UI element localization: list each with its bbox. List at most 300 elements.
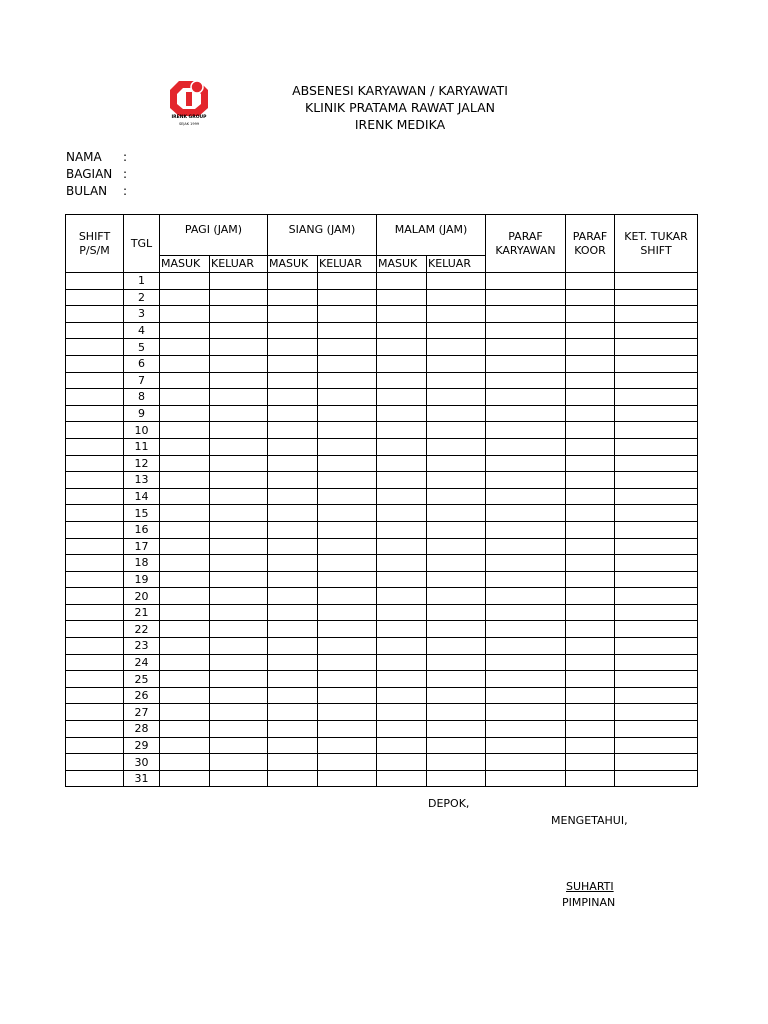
empty-cell (615, 405, 698, 422)
empty-cell (615, 654, 698, 671)
empty-cell (160, 737, 210, 754)
day-number: 12 (124, 455, 160, 472)
empty-cell (160, 638, 210, 655)
empty-cell (160, 455, 210, 472)
empty-cell (66, 455, 124, 472)
empty-cell (160, 621, 210, 638)
logo-text: IRENK GROUP (171, 115, 207, 120)
empty-cell (268, 638, 318, 655)
table-row (66, 472, 698, 489)
empty-cell (615, 273, 698, 290)
siang-keluar-header: KELUAR (318, 256, 377, 273)
empty-cell (160, 538, 210, 555)
empty-cell (486, 372, 566, 389)
empty-cell (66, 389, 124, 406)
day-number: 26 (124, 687, 160, 704)
empty-cell (210, 621, 268, 638)
bulan-colon: : (123, 184, 128, 198)
empty-cell (268, 555, 318, 572)
empty-cell (268, 339, 318, 356)
empty-cell (318, 721, 377, 738)
empty-cell (566, 571, 615, 588)
empty-cell (66, 405, 124, 422)
empty-cell (318, 588, 377, 605)
empty-cell (210, 455, 268, 472)
empty-cell (268, 355, 318, 372)
empty-cell (268, 754, 318, 771)
empty-cell (486, 621, 566, 638)
empty-cell (566, 372, 615, 389)
empty-cell (160, 687, 210, 704)
empty-cell (427, 322, 486, 339)
empty-cell (268, 521, 318, 538)
empty-cell (210, 289, 268, 306)
empty-cell (566, 273, 615, 290)
empty-cell (427, 438, 486, 455)
signer-role: PIMPINAN (562, 896, 616, 909)
empty-cell (268, 671, 318, 688)
empty-cell (427, 339, 486, 356)
empty-cell (427, 638, 486, 655)
empty-cell (377, 555, 427, 572)
empty-cell (268, 687, 318, 704)
empty-cell (210, 704, 268, 721)
table-row (66, 355, 698, 372)
malam-header: MALAM (JAM) (377, 215, 486, 256)
table-row (66, 372, 698, 389)
empty-cell (318, 455, 377, 472)
empty-cell (268, 273, 318, 290)
day-number: 28 (124, 721, 160, 738)
empty-cell (427, 654, 486, 671)
empty-cell (486, 770, 566, 787)
empty-cell (210, 372, 268, 389)
empty-cell (615, 704, 698, 721)
empty-cell (566, 505, 615, 522)
empty-cell (210, 355, 268, 372)
empty-cell (615, 289, 698, 306)
empty-cell (160, 488, 210, 505)
empty-cell (66, 521, 124, 538)
empty-cell (377, 488, 427, 505)
empty-cell (66, 687, 124, 704)
table-row (66, 654, 698, 671)
empty-cell (210, 339, 268, 356)
empty-cell (66, 671, 124, 688)
empty-cell (486, 704, 566, 721)
empty-cell (66, 306, 124, 323)
empty-cell (377, 687, 427, 704)
empty-cell (427, 621, 486, 638)
empty-cell (615, 422, 698, 439)
empty-cell (318, 289, 377, 306)
empty-cell (486, 306, 566, 323)
empty-cell (318, 405, 377, 422)
empty-cell (427, 355, 486, 372)
table-row (66, 671, 698, 688)
empty-cell (160, 588, 210, 605)
empty-cell (318, 571, 377, 588)
empty-cell (268, 604, 318, 621)
empty-cell (318, 355, 377, 372)
empty-cell (268, 488, 318, 505)
empty-cell (268, 770, 318, 787)
empty-cell (427, 372, 486, 389)
empty-cell (486, 604, 566, 621)
empty-cell (427, 422, 486, 439)
empty-cell (427, 488, 486, 505)
empty-cell (377, 389, 427, 406)
empty-cell (268, 621, 318, 638)
day-number: 30 (124, 754, 160, 771)
empty-cell (377, 405, 427, 422)
empty-cell (427, 455, 486, 472)
empty-cell (66, 555, 124, 572)
day-number: 21 (124, 604, 160, 621)
empty-cell (318, 538, 377, 555)
attendance-table (65, 214, 698, 787)
empty-cell (210, 306, 268, 323)
bagian-label: BAGIAN (66, 167, 113, 181)
empty-cell (160, 604, 210, 621)
empty-cell (268, 422, 318, 439)
siang-masuk-header: MASUK (268, 256, 318, 273)
empty-cell (210, 438, 268, 455)
empty-cell (377, 571, 427, 588)
table-row (66, 322, 698, 339)
empty-cell (66, 704, 124, 721)
empty-cell (486, 638, 566, 655)
day-number: 24 (124, 654, 160, 671)
empty-cell (268, 438, 318, 455)
empty-cell (160, 438, 210, 455)
empty-cell (615, 638, 698, 655)
mengetahui-label: MENGETAHUI, (551, 814, 628, 827)
empty-cell (427, 472, 486, 489)
empty-cell (486, 405, 566, 422)
empty-cell (210, 604, 268, 621)
empty-cell (318, 273, 377, 290)
empty-cell (486, 322, 566, 339)
table-row (66, 422, 698, 439)
empty-cell (615, 306, 698, 323)
empty-cell (268, 538, 318, 555)
empty-cell (318, 438, 377, 455)
day-number: 23 (124, 638, 160, 655)
empty-cell (566, 405, 615, 422)
siang-header: SIANG (JAM) (268, 215, 377, 256)
empty-cell (318, 505, 377, 522)
empty-cell (318, 687, 377, 704)
empty-cell (318, 472, 377, 489)
empty-cell (66, 339, 124, 356)
day-number: 1 (124, 273, 160, 290)
title-line-3: IRENK MEDIKA (354, 117, 446, 132)
empty-cell (615, 455, 698, 472)
empty-cell (210, 389, 268, 406)
empty-cell (66, 472, 124, 489)
empty-cell (566, 621, 615, 638)
day-number: 25 (124, 671, 160, 688)
empty-cell (486, 505, 566, 522)
table-row (66, 273, 698, 290)
empty-cell (427, 687, 486, 704)
empty-cell (377, 505, 427, 522)
empty-cell (486, 754, 566, 771)
empty-cell (318, 422, 377, 439)
empty-cell (210, 422, 268, 439)
empty-cell (160, 273, 210, 290)
empty-cell (486, 737, 566, 754)
table-row (66, 687, 698, 704)
empty-cell (566, 687, 615, 704)
empty-cell (427, 289, 486, 306)
empty-cell (566, 488, 615, 505)
empty-cell (210, 538, 268, 555)
table-row (66, 555, 698, 572)
title-line-2: KLINIK PRATAMA RAWAT JALAN (305, 100, 495, 115)
empty-cell (486, 555, 566, 572)
empty-cell (377, 737, 427, 754)
empty-cell (427, 571, 486, 588)
empty-cell (566, 538, 615, 555)
empty-cell (160, 306, 210, 323)
empty-cell (615, 671, 698, 688)
empty-cell (66, 604, 124, 621)
day-number: 14 (124, 488, 160, 505)
empty-cell (318, 521, 377, 538)
empty-cell (377, 322, 427, 339)
empty-cell (210, 721, 268, 738)
empty-cell (268, 505, 318, 522)
empty-cell (377, 654, 427, 671)
empty-cell (486, 588, 566, 605)
empty-cell (268, 289, 318, 306)
empty-cell (210, 405, 268, 422)
empty-cell (160, 355, 210, 372)
day-number: 8 (124, 389, 160, 406)
ket-tukar-shift-header: KET. TUKAR SHIFT (615, 215, 698, 273)
empty-cell (318, 389, 377, 406)
day-number: 15 (124, 505, 160, 522)
empty-cell (66, 322, 124, 339)
empty-cell (160, 754, 210, 771)
empty-cell (427, 671, 486, 688)
pagi-keluar-header: KELUAR (210, 256, 268, 273)
empty-cell (486, 273, 566, 290)
empty-cell (318, 372, 377, 389)
empty-cell (377, 538, 427, 555)
nama-label: NAMA (66, 150, 102, 164)
table-row (66, 571, 698, 588)
empty-cell (427, 754, 486, 771)
empty-cell (566, 306, 615, 323)
empty-cell (377, 638, 427, 655)
empty-cell (486, 721, 566, 738)
empty-cell (210, 555, 268, 572)
day-number: 4 (124, 322, 160, 339)
empty-cell (566, 754, 615, 771)
empty-cell (566, 604, 615, 621)
empty-cell (66, 754, 124, 771)
day-number: 13 (124, 472, 160, 489)
empty-cell (210, 671, 268, 688)
empty-cell (427, 505, 486, 522)
empty-cell (566, 721, 615, 738)
empty-cell (615, 438, 698, 455)
empty-cell (318, 638, 377, 655)
empty-cell (486, 654, 566, 671)
empty-cell (427, 273, 486, 290)
malam-keluar-header: KELUAR (427, 256, 486, 273)
day-number: 6 (124, 355, 160, 372)
shift-header: SHIFT P/S/M (66, 215, 124, 273)
empty-cell (210, 638, 268, 655)
table-row (66, 306, 698, 323)
empty-cell (66, 289, 124, 306)
day-number: 19 (124, 571, 160, 588)
empty-cell (486, 671, 566, 688)
empty-cell (377, 704, 427, 721)
empty-cell (66, 571, 124, 588)
empty-cell (66, 654, 124, 671)
table-row (66, 754, 698, 771)
empty-cell (615, 389, 698, 406)
empty-cell (160, 654, 210, 671)
empty-cell (566, 737, 615, 754)
bagian-colon: : (123, 167, 128, 181)
empty-cell (318, 654, 377, 671)
empty-cell (377, 306, 427, 323)
empty-cell (566, 654, 615, 671)
empty-cell (66, 721, 124, 738)
empty-cell (268, 372, 318, 389)
empty-cell (566, 671, 615, 688)
empty-cell (210, 322, 268, 339)
empty-cell (160, 405, 210, 422)
empty-cell (427, 306, 486, 323)
empty-cell (210, 505, 268, 522)
empty-cell (566, 472, 615, 489)
day-number: 10 (124, 422, 160, 439)
empty-cell (427, 737, 486, 754)
empty-cell (566, 770, 615, 787)
empty-cell (486, 355, 566, 372)
empty-cell (318, 754, 377, 771)
empty-cell (160, 521, 210, 538)
empty-cell (615, 355, 698, 372)
empty-cell (486, 488, 566, 505)
empty-cell (66, 355, 124, 372)
empty-cell (615, 472, 698, 489)
table-row (66, 588, 698, 605)
empty-cell (615, 588, 698, 605)
empty-cell (210, 472, 268, 489)
empty-cell (66, 770, 124, 787)
table-row (66, 289, 698, 306)
nama-colon: : (123, 150, 128, 164)
table-row (66, 505, 698, 522)
empty-cell (160, 472, 210, 489)
empty-cell (486, 455, 566, 472)
empty-cell (268, 737, 318, 754)
empty-cell (66, 638, 124, 655)
empty-cell (427, 521, 486, 538)
empty-cell (615, 604, 698, 621)
empty-cell (615, 488, 698, 505)
empty-cell (486, 472, 566, 489)
empty-cell (268, 704, 318, 721)
empty-cell (160, 505, 210, 522)
empty-cell (160, 770, 210, 787)
empty-cell (66, 372, 124, 389)
empty-cell (427, 538, 486, 555)
empty-cell (427, 405, 486, 422)
empty-cell (566, 438, 615, 455)
empty-cell (210, 770, 268, 787)
empty-cell (377, 588, 427, 605)
title-line-1: ABSENESI KARYAWAN / KARYAWATI (292, 83, 508, 98)
empty-cell (486, 339, 566, 356)
paraf-karyawan-header: PARAF KARYAWAN (486, 215, 566, 273)
table-row (66, 638, 698, 655)
empty-cell (318, 704, 377, 721)
empty-cell (268, 322, 318, 339)
table-row (66, 438, 698, 455)
table-row (66, 455, 698, 472)
empty-cell (318, 322, 377, 339)
empty-cell (210, 588, 268, 605)
empty-cell (268, 472, 318, 489)
empty-cell (377, 604, 427, 621)
empty-cell (486, 571, 566, 588)
empty-cell (160, 389, 210, 406)
table-row (66, 521, 698, 538)
empty-cell (615, 372, 698, 389)
empty-cell (427, 588, 486, 605)
empty-cell (566, 588, 615, 605)
table-row (66, 604, 698, 621)
empty-cell (210, 737, 268, 754)
document-title (220, 82, 580, 133)
day-number: 31 (124, 770, 160, 787)
empty-cell (210, 571, 268, 588)
empty-cell (377, 289, 427, 306)
empty-cell (66, 488, 124, 505)
day-number: 7 (124, 372, 160, 389)
day-number: 3 (124, 306, 160, 323)
empty-cell (377, 455, 427, 472)
empty-cell (377, 355, 427, 372)
empty-cell (160, 571, 210, 588)
empty-cell (615, 770, 698, 787)
paraf-koor-header: PARAF KOOR (566, 215, 615, 273)
empty-cell (160, 704, 210, 721)
empty-cell (377, 273, 427, 290)
empty-cell (268, 306, 318, 323)
empty-cell (377, 472, 427, 489)
table-row (66, 405, 698, 422)
empty-cell (318, 737, 377, 754)
empty-cell (160, 422, 210, 439)
day-number: 2 (124, 289, 160, 306)
day-number: 27 (124, 704, 160, 721)
empty-cell (210, 687, 268, 704)
empty-cell (66, 438, 124, 455)
empty-cell (486, 289, 566, 306)
empty-cell (377, 521, 427, 538)
empty-cell (268, 571, 318, 588)
